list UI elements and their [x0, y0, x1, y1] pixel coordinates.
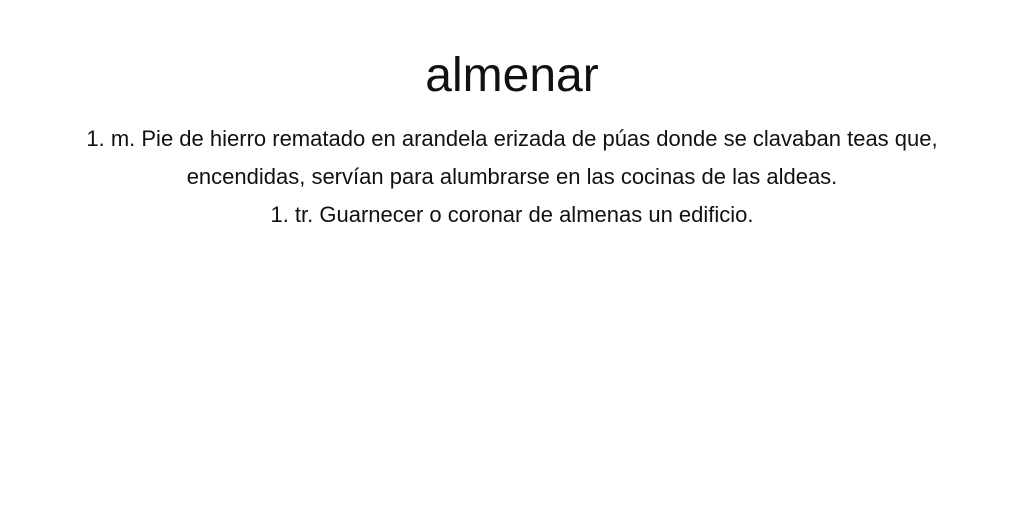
- definition-list: [42, 120, 982, 234]
- definition-verb: 1. tr. Guarnecer o coronar de almenas un edificio.: [270, 202, 754, 227]
- definition-noun: 1. m. Pie de hierro rematado en arandela erizada de púas donde se clavaban teas que, encendidas, servían para alumbrarse en las cocinas de las aldeas.: [86, 126, 938, 189]
- headword: almenar: [425, 49, 599, 102]
